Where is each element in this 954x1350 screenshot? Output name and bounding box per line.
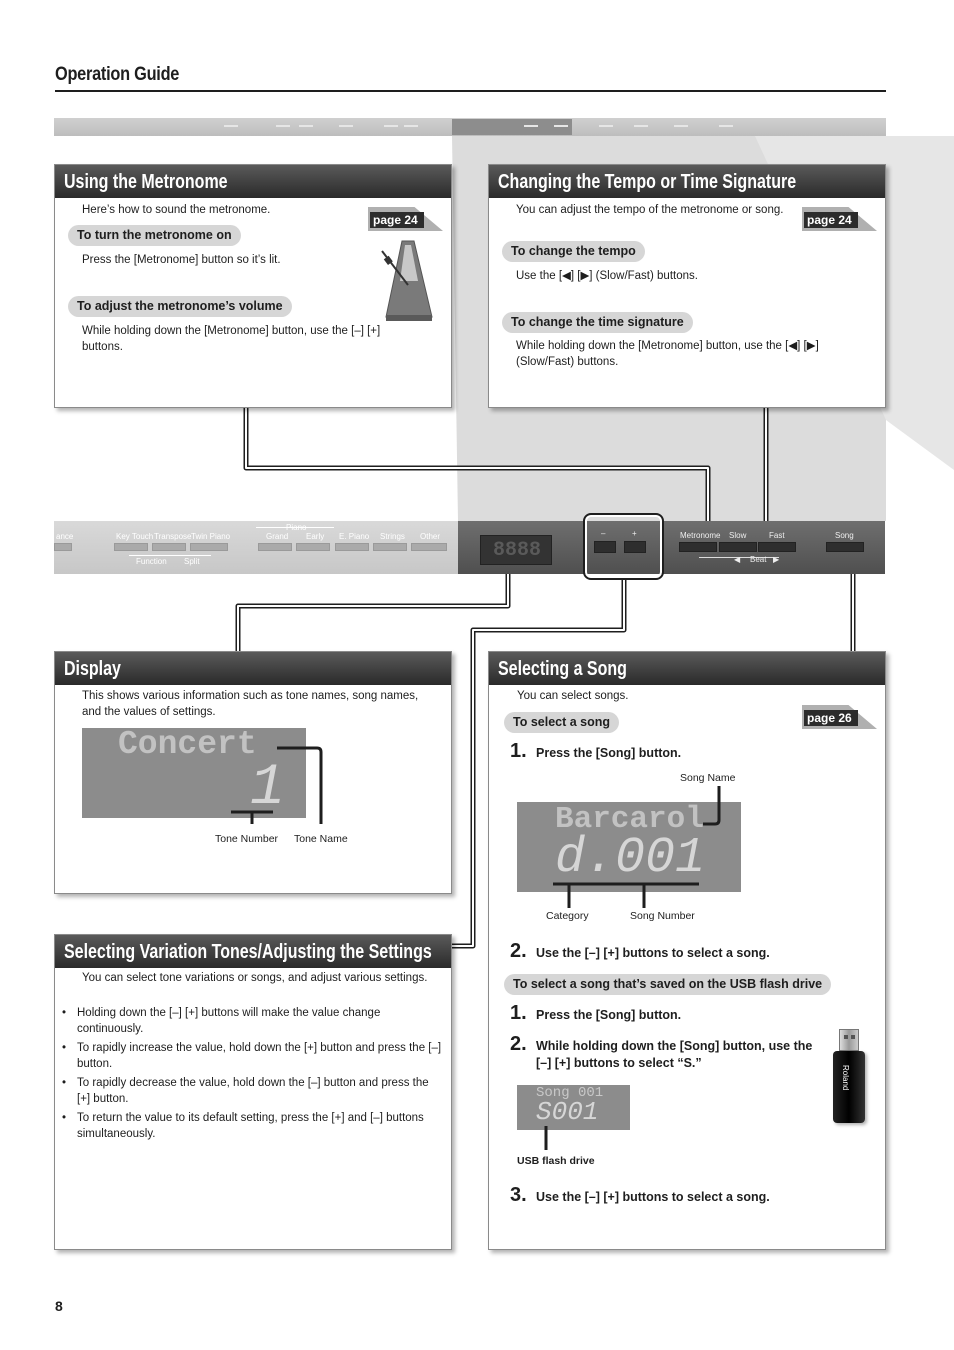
panel-label: Song [835, 531, 854, 540]
minus-plus-highlight [583, 513, 664, 580]
intro-text: You can select songs. [517, 690, 629, 702]
body-text: Press the [Metronome] button so it’s lit. [82, 254, 281, 266]
e-piano-button[interactable] [335, 543, 369, 551]
step-number: 2. [510, 940, 527, 962]
page-label: page [373, 213, 402, 227]
section-title: Selecting a Song [498, 658, 627, 680]
panel-right [458, 521, 885, 574]
caption-category: Category [546, 910, 589, 922]
step-number: 1. [510, 740, 527, 762]
panel-left [54, 521, 458, 574]
page-ref-number: 24 [404, 213, 418, 227]
lcd-line2: d.001 [555, 830, 706, 887]
page-label: page [807, 711, 836, 725]
step-number: 1. [510, 1002, 527, 1024]
panel-label: Strings [380, 532, 405, 541]
bullet-item: • To rapidly increase the value, hold down the [+] button and press the [–] button. [62, 1041, 442, 1072]
intro-text: You can adjust the tempo of the metronome or song. [516, 204, 784, 216]
lcd-line1: Song 001 [536, 1085, 604, 1101]
panel-label: Function [136, 557, 167, 566]
page-reference[interactable] [802, 207, 877, 231]
caption-song-name: Song Name [680, 772, 736, 784]
song-button[interactable] [826, 542, 864, 552]
caption-song-number: Song Number [630, 910, 695, 922]
lcd-line1: Barcarol [555, 802, 704, 837]
slow-button[interactable] [719, 542, 757, 552]
subheading: To change the time signature [502, 312, 693, 333]
caption-usb: USB flash drive [517, 1155, 595, 1167]
bullet-item: • To return the value to its default setting, press the [+] and [–] buttons simultaneously. [62, 1111, 442, 1142]
lcd-line1: Concert [118, 728, 257, 763]
section-title: Selecting Variation Tones/Adjusting the Settings [64, 941, 432, 963]
step-text: Use the [–] [+] buttons to select a song. [536, 946, 770, 960]
section-header [55, 165, 451, 198]
body-text: Use the [◀] [▶] (Slow/Fast) buttons. [516, 270, 698, 282]
key-touch-button[interactable] [114, 543, 148, 551]
step-number: 3. [510, 1184, 527, 1206]
fast-button[interactable] [758, 542, 796, 552]
tempo-section [488, 164, 886, 408]
step-text: Press the [Song] button. [536, 1008, 682, 1022]
panel-label: Slow [729, 531, 747, 540]
subheading: To select a song that’s saved on the USB flash drive [504, 974, 831, 995]
early-button[interactable] [296, 543, 330, 551]
step-text: Press the [Song] button. [536, 746, 682, 760]
lcd-line2: S001 [536, 1097, 599, 1127]
panel-label: ance [56, 532, 74, 541]
panel-label: Grand [266, 532, 289, 541]
section-title: Using the Metronome [64, 171, 228, 193]
section-title: Display [64, 658, 121, 680]
step-text: Use the [–] [+] buttons to select a song. [536, 1190, 770, 1204]
usb-flash-drive-icon [832, 1029, 866, 1125]
subheading: To select a song [504, 712, 619, 733]
subheading: To change the tempo [502, 241, 645, 262]
step-text: While holding down the [Song] button, use the [–] [+] buttons to select “S.” [536, 1039, 813, 1070]
twin-piano-button[interactable] [190, 543, 228, 551]
grand-button[interactable] [258, 543, 292, 551]
page-ref-number: 24 [838, 213, 852, 227]
panel-label: Beat [750, 555, 767, 564]
page-number: 8 [55, 1298, 63, 1314]
subheading: To turn the metronome on [68, 225, 241, 246]
usb-brand-text: Roland [841, 1065, 850, 1091]
panel-label: Early [306, 532, 325, 541]
bullet-item: • To rapidly decrease the value, hold down the [–] button and press the [+] button. [62, 1076, 442, 1107]
body-text: While holding down the [Metronome] button, use the [–] [+] buttons. [82, 325, 381, 353]
intro-text: You can select tone variations or songs, and adjust various settings. [82, 972, 428, 984]
other-button[interactable] [411, 543, 447, 551]
page-reference[interactable] [368, 207, 443, 231]
section-header [489, 165, 885, 198]
section-title: Changing the Tempo or Time Signature [498, 171, 797, 193]
panel-label: E. Piano [339, 532, 370, 541]
strings-button[interactable] [373, 543, 407, 551]
body-text: While holding down the [Metronome] button, use the [◀] [▶] (Slow/Fast) buttons. [516, 340, 819, 368]
plus-label: + [632, 529, 637, 538]
lcd-line2: 1 [250, 756, 285, 818]
display-section [54, 651, 452, 894]
page-ref-number: 26 [838, 711, 852, 725]
page-title: Operation Guide [55, 64, 180, 85]
panel-label: Fast [769, 531, 785, 540]
intro-text: This shows various information such as tone names, song names, and the values of settings. [82, 690, 419, 718]
panel-divider [129, 555, 211, 556]
callout-lines [55, 652, 453, 895]
transpose-button[interactable] [152, 543, 186, 551]
metronome-icon [380, 237, 442, 323]
panel-lcd [480, 535, 552, 565]
panel-label: Piano [286, 523, 307, 532]
beat-right-arrow: ▶ [773, 555, 780, 564]
bullet-item: • Holding down the [–] [+] buttons will make the value change continuously. [62, 1006, 442, 1037]
panel-label: Metronome [680, 531, 721, 540]
beat-left-arrow: ◀ [734, 555, 741, 564]
intro-text: Here’s how to sound the metronome. [82, 204, 271, 216]
panel-label: Split [184, 557, 200, 566]
step-number: 2. [510, 1033, 527, 1055]
caption-tone-name: Tone Name [294, 833, 348, 845]
panel-label: Twin Piano [191, 532, 231, 541]
page-label: page [807, 213, 836, 227]
section-header [55, 935, 451, 968]
panel-label: Transpose [154, 532, 192, 541]
panel-label: Other [420, 532, 441, 541]
panel-lcd-text: 8888 [493, 539, 542, 562]
caption-tone-number: Tone Number [215, 833, 279, 845]
metronome-button[interactable] [679, 542, 717, 552]
panel-label: Key Touch [116, 532, 154, 541]
metronome-section [54, 164, 452, 408]
subheading: To adjust the metronome’s volume [68, 296, 292, 317]
panel-button[interactable] [54, 543, 72, 551]
minus-label: – [601, 529, 606, 538]
song-section [488, 651, 886, 1250]
